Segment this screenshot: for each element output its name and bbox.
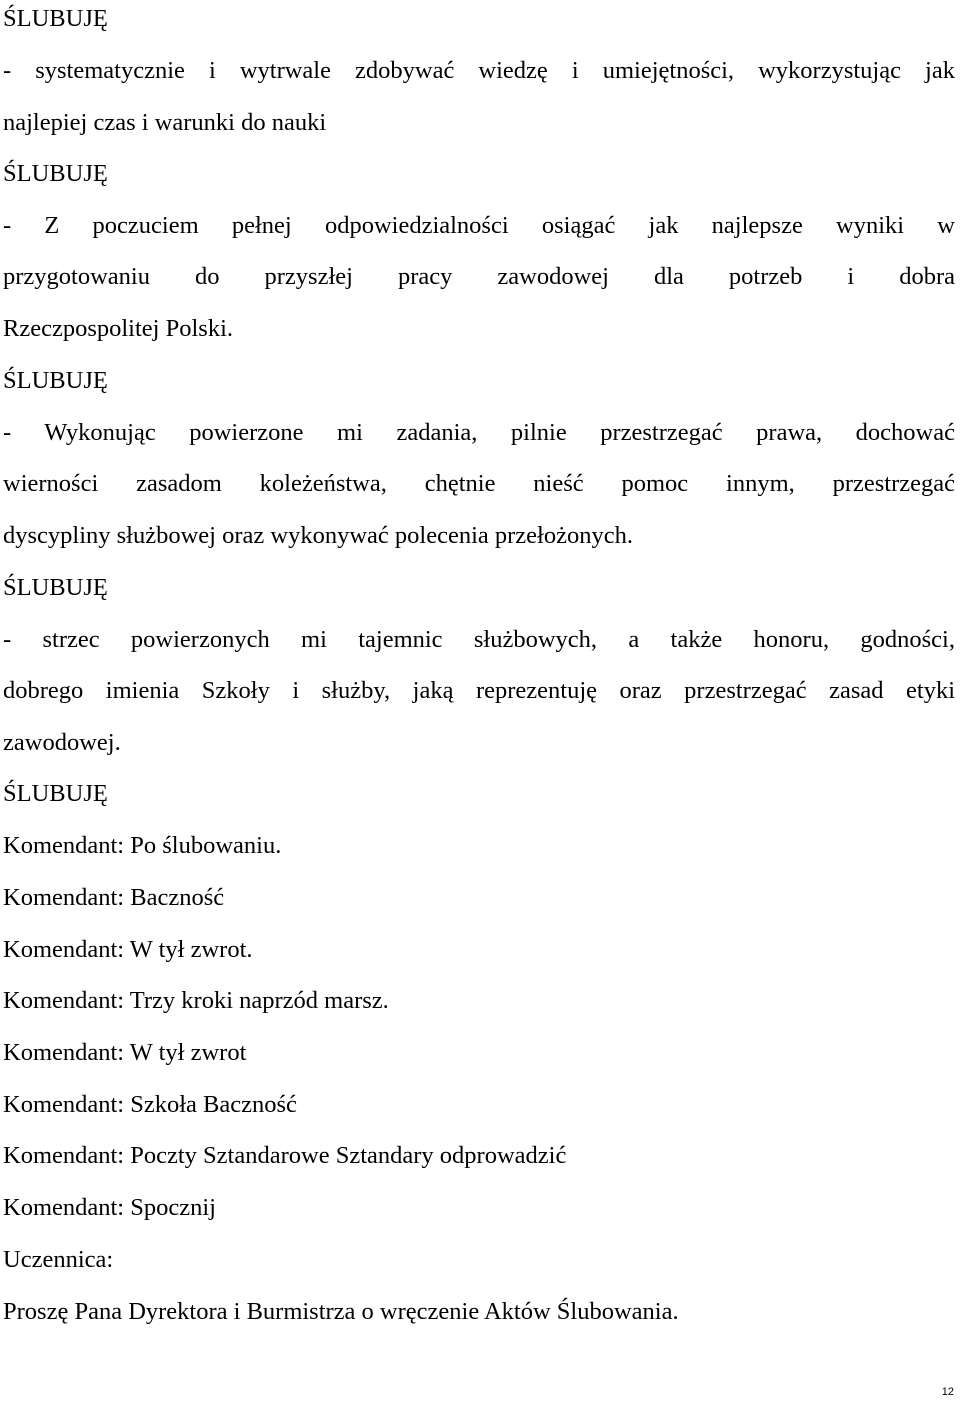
text-line: wierności zasadom koleżeństwa, chętnie nieść pomoc innym, przestrzegać xyxy=(3,470,955,497)
commander-line: Komendant: Po ślubowaniu. xyxy=(3,832,282,859)
text-line: Proszę Pana Dyrektora i Burmistrza o wręczenie Aktów Ślubowania. xyxy=(3,1298,679,1325)
text-line: przygotowaniu do przyszłej pracy zawodowej dla potrzeb i dobra xyxy=(3,263,955,290)
page-number: 12 xyxy=(941,1386,954,1398)
commander-line: Komendant: Baczność xyxy=(3,884,225,911)
text-line: - Wykonując powierzone mi zadania, pilnie przestrzegać prawa, dochować xyxy=(3,419,955,446)
vow-heading: ŚLUBUJĘ xyxy=(3,780,108,807)
speaker-label: Uczennica: xyxy=(3,1246,114,1273)
vow-heading: ŚLUBUJĘ xyxy=(3,574,108,601)
commander-line: Komendant: W tył zwrot. xyxy=(3,936,253,963)
vow-heading: ŚLUBUJĘ xyxy=(3,5,108,32)
commander-line: Komendant: Szkoła Baczność xyxy=(3,1091,297,1118)
text-line: - strzec powierzonych mi tajemnic służbowych, a także honoru, godności, xyxy=(3,626,955,653)
text-line: dyscypliny służbowej oraz wykonywać polecenia przełożonych. xyxy=(3,522,633,549)
text-line: Rzeczpospolitej Polski. xyxy=(3,315,233,342)
text-line: zawodowej. xyxy=(3,729,121,756)
text-line: najlepiej czas i warunki do nauki xyxy=(3,109,327,136)
vow-heading: ŚLUBUJĘ xyxy=(3,160,108,187)
commander-line: Komendant: Spocznij xyxy=(3,1194,216,1221)
commander-line: Komendant: W tył zwrot xyxy=(3,1039,247,1066)
vow-heading: ŚLUBUJĘ xyxy=(3,367,108,394)
text-line: dobrego imienia Szkoły i służby, jaką reprezentuję oraz przestrzegać zasad etyki xyxy=(3,677,955,704)
commander-line: Komendant: Trzy kroki naprzód marsz. xyxy=(3,987,389,1014)
commander-line: Komendant: Poczty Sztandarowe Sztandary odprowadzić xyxy=(3,1142,567,1169)
text-line: - systematycznie i wytrwale zdobywać wiedzę i umiejętności, wykorzystując jak xyxy=(3,57,955,84)
text-line: - Z poczuciem pełnej odpowiedzialności osiągać jak najlepsze wyniki w xyxy=(3,212,955,239)
